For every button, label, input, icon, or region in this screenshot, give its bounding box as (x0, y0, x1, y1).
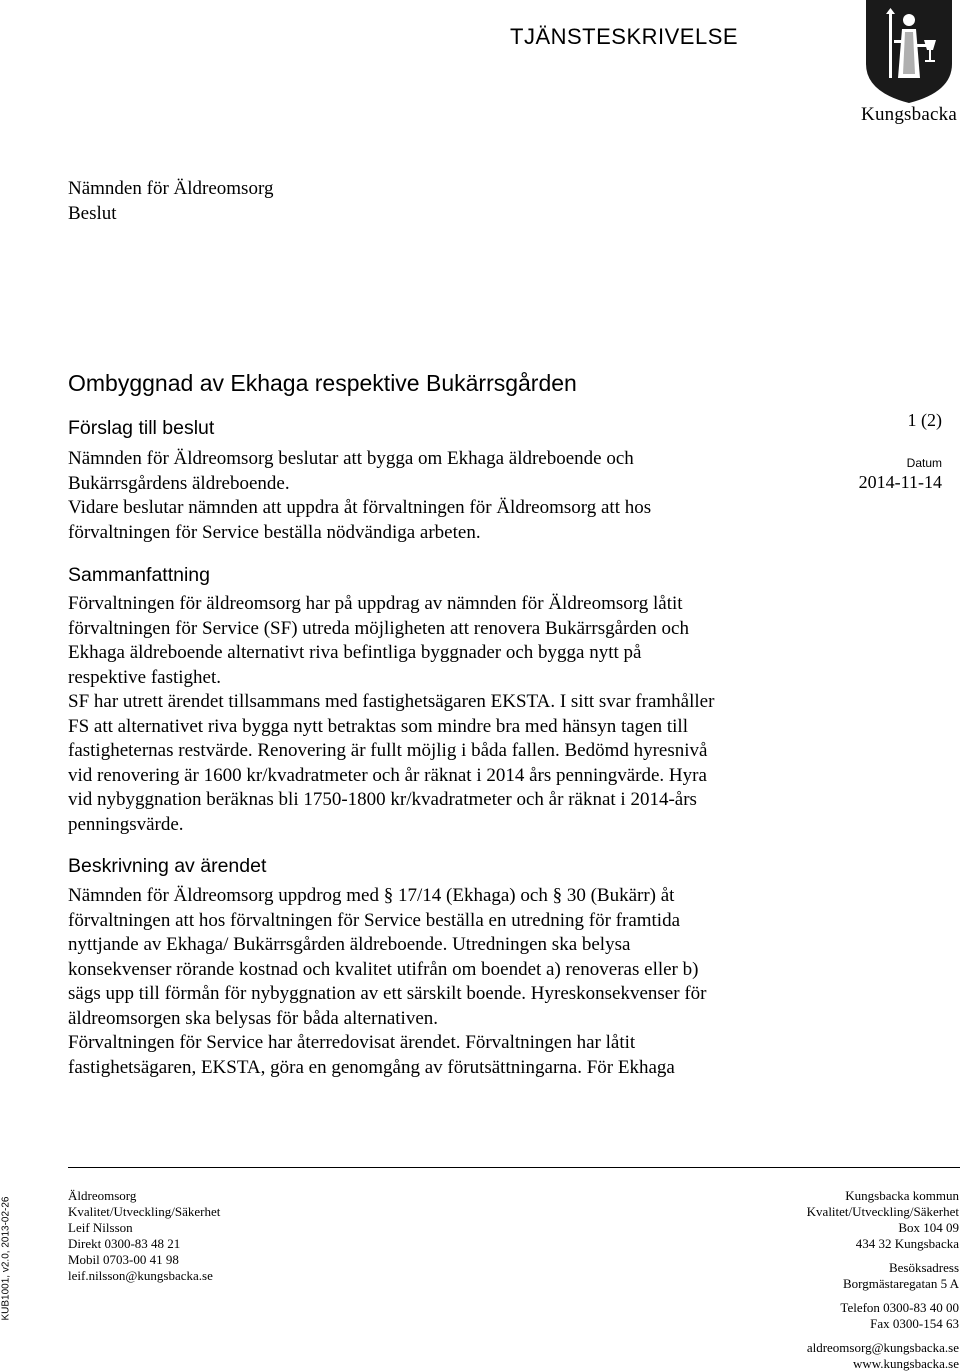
document-type-heading: TJÄNSTESKRIVELSE (510, 24, 739, 49)
section-heading-forslag: Förslag till beslut (68, 417, 215, 439)
body-line: konsekvenser rörande kostnad och kvalitet utifrån om boendet a) renoveras eller b) (68, 958, 699, 980)
logo-wordmark: Kungsbacka (861, 104, 957, 125)
body-line: sägs upp till förmån för nybyggnation av ett särskilt boende. Hyreskonsekvenser för (68, 983, 707, 1004)
body-line: Bukärrsgårdens äldreboende. (68, 472, 290, 494)
footer-unit: Kvalitet/Utveckling/Säkerhet (68, 1204, 221, 1219)
section-heading-sammanfattning: Sammanfattning (68, 564, 210, 586)
date-label: Datum (906, 456, 942, 470)
section-body-sammanfattning (68, 592, 808, 837)
footer-postal-city: 434 32 Kungsbacka (855, 1236, 959, 1251)
body-line: penningsvärde. (68, 813, 184, 835)
body-line: fastighetsägaren, EKSTA, göra en genomgång av förutsättningarna. För Ekhaga (68, 1056, 675, 1078)
body-line: Förvaltningen för äldreomsorg har på uppdrag av nämnden för Äldreomsorg låtit (68, 593, 683, 614)
section-body-beskrivning (68, 884, 808, 1080)
footer-person-name: Leif Nilsson (68, 1220, 133, 1235)
body-line: förvaltningen för Service (SF) utreda möjligheten att renovera Bukärrsgården och (68, 617, 689, 639)
body-line: SF har utrett ärendet tillsammans med fastighetsägaren EKSTA. I sitt svar framhåller (68, 691, 715, 712)
footer-org-unit: Kvalitet/Utveckling/Säkerhet (806, 1204, 959, 1219)
footer-website-link[interactable]: www.kungsbacka.se (852, 1356, 959, 1371)
body-line: fastigheternas restvärde. Renovering är fullt möjlig i båda fallen. Bedömd hyresnivå (68, 740, 708, 761)
body-line: nyttjande av Ekhaga/ Bukärrsgården äldreboende. Utredningen ska belysa (68, 934, 631, 955)
page-number: 1 (2) (907, 410, 942, 430)
body-line: Förvaltningen för Service har återredovisat ärendet. Förvaltningen har låtit (68, 1032, 636, 1053)
footer-org-email-link[interactable]: aldreomsorg@kungsbacka.se (806, 1340, 959, 1355)
footer-organisation (700, 1188, 959, 1372)
footer-visit-address: Borgmästaregatan 5 A (842, 1276, 959, 1291)
footer-department: Äldreomsorg (68, 1188, 137, 1203)
body-line: äldreomsorgen ska belysas för båda alternativen. (68, 1007, 439, 1029)
document-title: Ombyggnad av Ekhaga respektive Bukärrsgården (68, 370, 577, 396)
footer-org-name: Kungsbacka kommun (845, 1188, 959, 1203)
body-line: FS att alternativet riva bygga nytt betraktas som mindre bra med hänsyn tagen till (68, 715, 688, 737)
body-line: vid nybyggnation beräknas bli 1750-1800 kr/kvadratmeter och år räknat i 2014-års (68, 789, 697, 810)
recipient-name: Nämnden för Äldreomsorg (68, 178, 274, 199)
footer-contact-person (68, 1188, 220, 1284)
section-heading-beskrivning: Beskrivning av ärendet (68, 855, 267, 877)
recipient-decision-label: Beslut (68, 203, 117, 224)
body-line: Vidare beslutar nämnden att uppdra åt förvaltningen för Äldreomsorg att hos (68, 497, 652, 518)
body-line: förvaltningen för Service beställa nödvändiga arbeten. (68, 521, 481, 543)
kungsbacka-logo (858, 0, 960, 135)
footer-divider (68, 1167, 960, 1168)
section-body-forslag (68, 447, 828, 545)
footer-fax: Fax 0300-154 63 (870, 1316, 959, 1331)
footer-direct-phone: Direkt 0300-83 48 21 (68, 1236, 181, 1251)
body-line: förvaltningen att hos förvaltningen för Service beställa en utredning för framtida (68, 909, 681, 931)
body-line: respektive fastighet. (68, 666, 222, 688)
footer-phone: Telefon 0300-83 40 00 (840, 1300, 959, 1315)
footer-po-box: Box 104 09 (898, 1220, 959, 1235)
body-line: vid renovering är 1600 kr/kvadratmeter och år räknat i 2014 års penningvärde. Hyra (68, 764, 707, 786)
body-line: Nämnden för Äldreomsorg beslutar att bygga om Ekhaga äldreboende och (68, 448, 634, 469)
recipient-block (68, 176, 273, 226)
footer-mobile-phone: Mobil 0703-00 41 98 (68, 1252, 179, 1267)
body-line: Ekhaga äldreboende alternativt riva befintliga byggnader och bygga nytt på (68, 642, 642, 663)
footer-email-link[interactable]: leif.nilsson@kungsbacka.se (68, 1268, 213, 1283)
template-version-code: KUB1001, v2.0, 2013-02-26 (0, 1196, 12, 1321)
date-value: 2014-11-14 (858, 472, 942, 492)
coat-of-arms-shield-icon (858, 0, 960, 104)
footer-visit-label: Besöksadress (888, 1260, 959, 1275)
body-line: Nämnden för Äldreomsorg uppdrog med § 17/14 (Ekhaga) och § 30 (Bukärr) åt (68, 885, 675, 906)
